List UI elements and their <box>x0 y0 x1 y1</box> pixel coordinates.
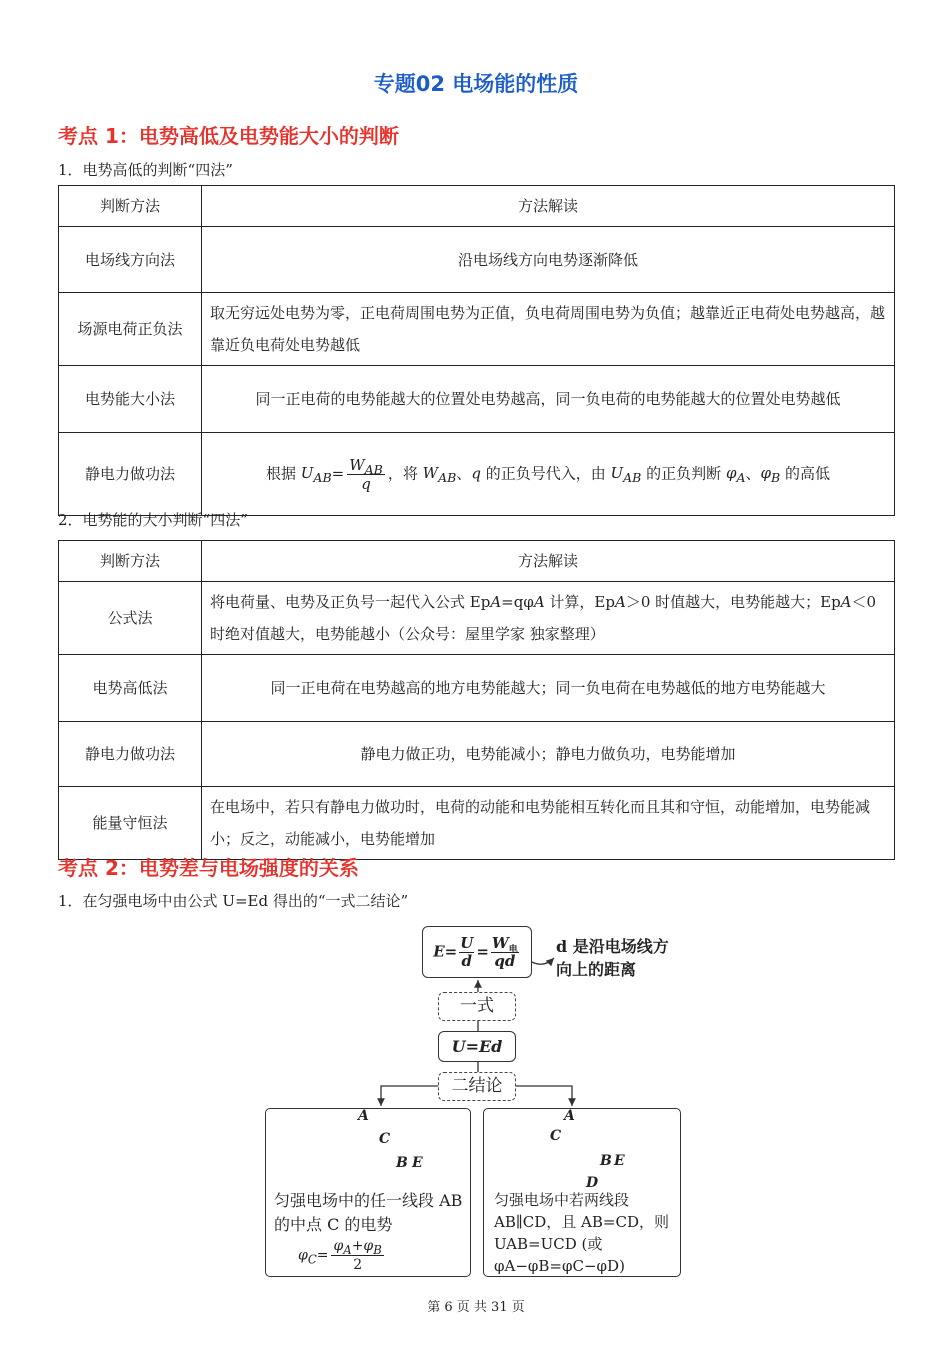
method-cell: 能量守恒法 <box>59 787 202 860</box>
point-label-a: A <box>564 1108 575 1124</box>
point-label-d: D <box>586 1175 599 1191</box>
table-header: 方法解读 <box>202 541 895 582</box>
point-label-a: A <box>358 1108 369 1124</box>
desc-cell: 同一正电荷在电势越高的地方电势能越大；同一负电荷在电势越低的地方电势能越大 <box>202 655 895 722</box>
table-header: 判断方法 <box>59 541 202 582</box>
parallel-segments-text: 匀强电场中若两线段 AB∥CD，且 AB=CD，则 UAB=UCD (或φA−φB=φC−φD) <box>494 1191 669 1275</box>
method-cell: 电势高低法 <box>59 655 202 722</box>
desc-cell: 将电荷量、电势及正负号一起代入公式 Ep𝐴=qφ𝐴 计算，Ep𝐴＞0 时值越大，电势能越大；Ep𝐴＜0 时绝对值越大，电势能越小（公众号：屋里学家 独家整理） <box>202 582 895 655</box>
desc-cell: 取无穷远处电势为零，正电荷周围电势为正值，负电荷周围电势为负值；越靠近正电荷处电势越高，越靠近负电荷处电势越低 <box>202 293 895 366</box>
two-conclusions-label: 二结论 <box>438 1072 516 1101</box>
method-cell: 电势能大小法 <box>59 366 202 433</box>
midpoint-text: 匀强电场中的任一线段 AB 的中点 C 的电势 <box>274 1191 463 1234</box>
method-cell: 场源电荷正负法 <box>59 293 202 366</box>
desc-cell: 同一正电荷的电势能越大的位置处电势越高，同一负电荷的电势能越大的位置处电势越低 <box>202 366 895 433</box>
midpoint-formula: $\varphi_C=$ $\frac{\varphi_A+\varphi_B}{2}$ <box>298 1238 382 1273</box>
subheading-potential: 1．电势高低的判断“四法” <box>58 161 233 179</box>
desc-cell: 在电场中，若只有静电力做功时，电荷的动能和电势能相互转化而且其和守恒，动能增加，电势能减小；反之，动能减小，电势能增加 <box>202 787 895 860</box>
section-heading-1: 考点 1：电势高低及电势能大小的判断 <box>58 124 399 148</box>
u-ed-box: U=Ed <box>438 1031 516 1062</box>
table-header: 判断方法 <box>59 186 202 227</box>
desc-cell: 根据 $U_{AB}=$ $\frac{W_{AB}}{q}$ ，将 $W_{AB}$、q 的正负号代入，由 $U_{AB}$ 的正负判断 $\varphi_A$、$\varphi_B$ 的高低 <box>202 433 895 516</box>
point-label-c: C <box>550 1128 562 1144</box>
desc-cell: 静电力做正功，电势能减小；静电力做负功，电势能增加 <box>202 722 895 787</box>
section-heading-2: 考点 2：电势差与电场强度的关系 <box>58 856 359 880</box>
method-cell: 静电力做功法 <box>59 722 202 787</box>
distance-note: d 是沿电场线方向上的距离 <box>556 937 669 979</box>
method-cell: 静电力做功法 <box>59 433 202 516</box>
method-cell: 电场线方向法 <box>59 227 202 293</box>
field-strength-formula: E= $\frac{U}{d}$ = $\frac{W_电}{qd}$ <box>433 933 518 970</box>
formula-fraction: $\frac{W_{AB}}{q}$ <box>349 455 383 493</box>
subheading-energy: 2．电势能的大小判断“四法” <box>58 511 248 529</box>
page-title: 专题02 电场能的性质 <box>373 72 579 96</box>
point-label-c: C <box>379 1131 391 1147</box>
point-label-b: B <box>600 1153 612 1169</box>
page-footer: 第 6 页 共 31 页 <box>427 1300 525 1315</box>
one-formula-label: 一式 <box>438 992 516 1021</box>
field-strength-formula-box <box>422 926 532 978</box>
table-header: 方法解读 <box>202 186 895 227</box>
parallel-segments-conclusion-box <box>483 1108 681 1277</box>
method-cell: 公式法 <box>59 582 202 655</box>
desc-cell: 沿电场线方向电势逐渐降低 <box>202 227 895 293</box>
point-label-b: B <box>396 1155 408 1171</box>
field-label-e: E <box>614 1153 625 1169</box>
midpoint-conclusion-box <box>265 1108 471 1277</box>
field-label-e: E <box>412 1155 423 1171</box>
subheading-formula: 1．在匀强电场中由公式 U=Ed 得出的“一式二结论” <box>58 892 409 910</box>
